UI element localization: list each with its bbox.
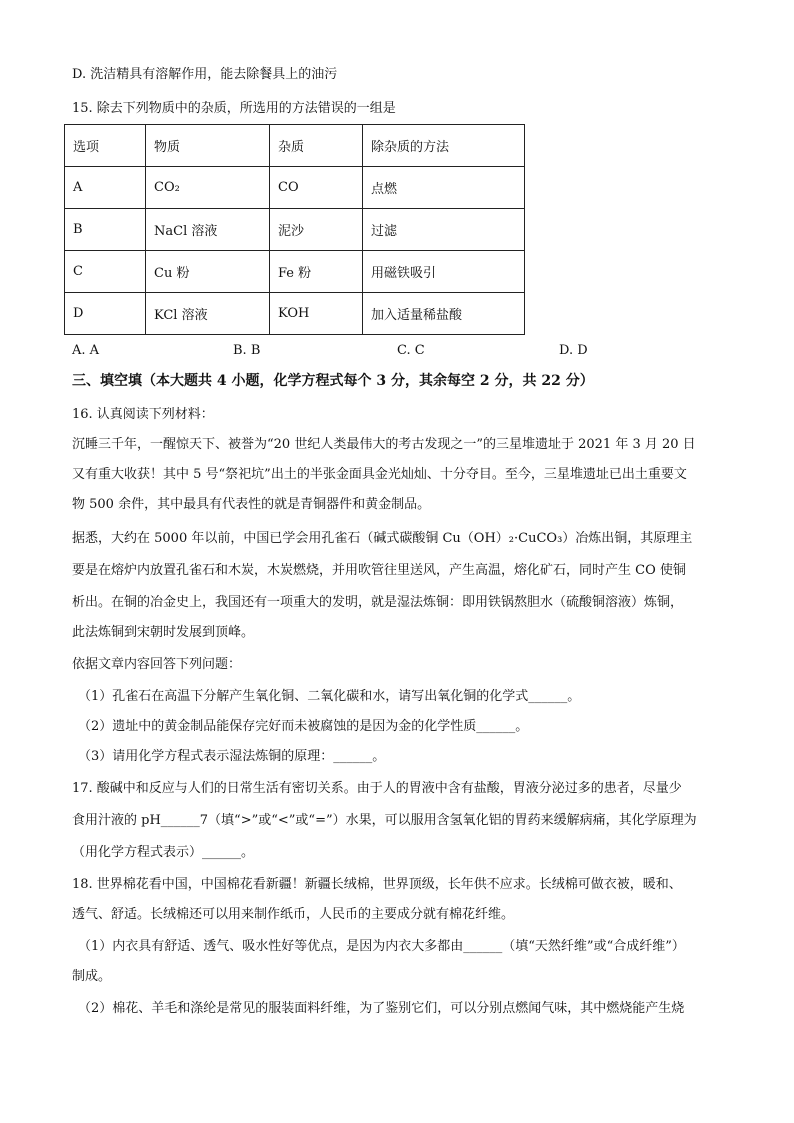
table-cell: NaCl 溶液 <box>146 209 270 251</box>
q16-subquestion-2: （2）遗址中的黄金制品能保存完好而未被腐蚀的是因为金的化学性质______。 <box>78 719 529 734</box>
table-row <box>65 167 525 209</box>
table-header-cell: 物质 <box>146 125 270 167</box>
q16-paragraph-line: 析出。在铜的冶金史上，我国还有一项重大的发明，就是湿法炼铜：即用铁锅熬胆水（硫酸铜溶液）炼铜， <box>72 595 684 610</box>
table-cell: Cu 粉 <box>146 251 270 293</box>
q15-stem: 15. 除去下列物质中的杂质，所选用的方法错误的一组是 <box>72 101 396 116</box>
table-row <box>65 251 525 293</box>
q16-prompt: 依据文章内容回答下列问题： <box>72 657 242 672</box>
q15-table <box>64 124 525 335</box>
q18-line: 透气、舒适。长绒棉还可以用来制作纸币，人民币的主要成分就有棉花纤维。 <box>72 907 515 922</box>
q18-subquestion-2: （2）棉花、羊毛和涤纶是常见的服装面料纤维，为了鉴别它们，可以分别点燃闻气味，其中燃烧能产生烧 <box>78 1001 685 1016</box>
q17-line: （用化学方程式表示）______。 <box>72 845 255 860</box>
q14-option-d: D. 洗洁精具有溶解作用，能去除餐具上的油污 <box>72 67 338 82</box>
table-cell: D <box>65 293 146 335</box>
q16-paragraph-line: 据悉，大约在 5000 年以前，中国已学会用孔雀石（碱式碳酸铜 Cu（OH）₂·CuCO₃）冶炼出铜，其原理主 <box>72 531 693 546</box>
q16-subquestion-3: （3）请用化学方程式表示湿法炼铜的原理：______。 <box>78 749 386 764</box>
q16-paragraph-line: 沉睡三千年，一醒惊天下、被誉为“20 世纪人类最伟大的考古发现之一”的三星堆遗址于 2021 年 3 月 20 日 <box>72 437 696 452</box>
q16-paragraph-line: 要是在熔炉内放置孔雀石和木炭，木炭燃烧，并用吹管往里送风，产生高温，熔化矿石，同时产生 CO 使铜 <box>72 563 686 578</box>
q17-line: 17. 酸碱中和反应与人们的日常生活有密切关系。由于人的胃液中含有盐酸，胃液分泌过多的患者，尽量少 <box>72 781 682 796</box>
table-cell: C <box>65 251 146 293</box>
table-header-cell: 选项 <box>65 125 146 167</box>
table-header-row <box>65 125 525 167</box>
q16-subquestion-1: （1）孔雀石在高温下分解产生氧化铜、二氧化碳和水，请写出氧化铜的化学式______。 <box>78 689 581 704</box>
table-row <box>65 293 525 335</box>
q16-stem: 16. 认真阅读下列材料： <box>72 407 214 422</box>
choice-c: C. C <box>397 343 425 358</box>
table-cell: B <box>65 209 146 251</box>
table-cell: A <box>65 167 146 209</box>
choice-d: D. D <box>559 343 588 358</box>
q18-subquestion-1: （1）内衣具有舒适、透气、吸水性好等优点，是因为内衣大多都由______（填“天然纤维”或“合成纤维”） <box>78 939 685 954</box>
choice-a: A. A <box>72 343 100 358</box>
section-heading: 三、填空填（本大题共 4 小题，化学方程式每个 3 分，其余每空 2 分，共 22 分） <box>72 373 594 389</box>
table-cell: KOH <box>270 293 363 335</box>
table-cell: 过滤 <box>363 209 525 251</box>
table-cell: Fe 粉 <box>270 251 363 293</box>
q16-paragraph-line: 物 500 余件，其中最具有代表性的就是青铜器件和黄金制品。 <box>72 497 431 512</box>
table-cell: 点燃 <box>363 167 525 209</box>
table-cell: KCl 溶液 <box>146 293 270 335</box>
q18-line: 18. 世界棉花看中国，中国棉花看新疆！新疆长绒棉，世界顶级，长年供不应求。长绒棉可做衣被，暖和、 <box>72 877 682 892</box>
choice-b: B. B <box>233 343 261 358</box>
q17-line: 食用汁液的 pH______7（填“>”或“<”或“=”）水果，可以服用含氢氧化铝的胃药来缓解病痛，其化学原理为 <box>72 813 697 828</box>
q16-paragraph-line: 此法炼铜到宋朝时发展到顶峰。 <box>72 625 255 640</box>
table-cell: CO <box>270 167 363 209</box>
table-header-cell: 除杂质的方法 <box>363 125 525 167</box>
table-row <box>65 209 525 251</box>
q16-paragraph-line: 又有重大收获！其中 5 号“祭祀坑”出土的半张金面具金光灿灿、十分夺目。至今，三星堆遗址已出土重要文 <box>72 467 687 482</box>
table-cell: 泥沙 <box>270 209 363 251</box>
table-cell: 用磁铁吸引 <box>363 251 525 293</box>
table-cell: 加入适量稀盐酸 <box>363 293 525 335</box>
q18-subquestion-1-cont: 制成。 <box>72 969 112 984</box>
table-header-cell: 杂质 <box>270 125 363 167</box>
table-cell: CO₂ <box>146 167 270 209</box>
